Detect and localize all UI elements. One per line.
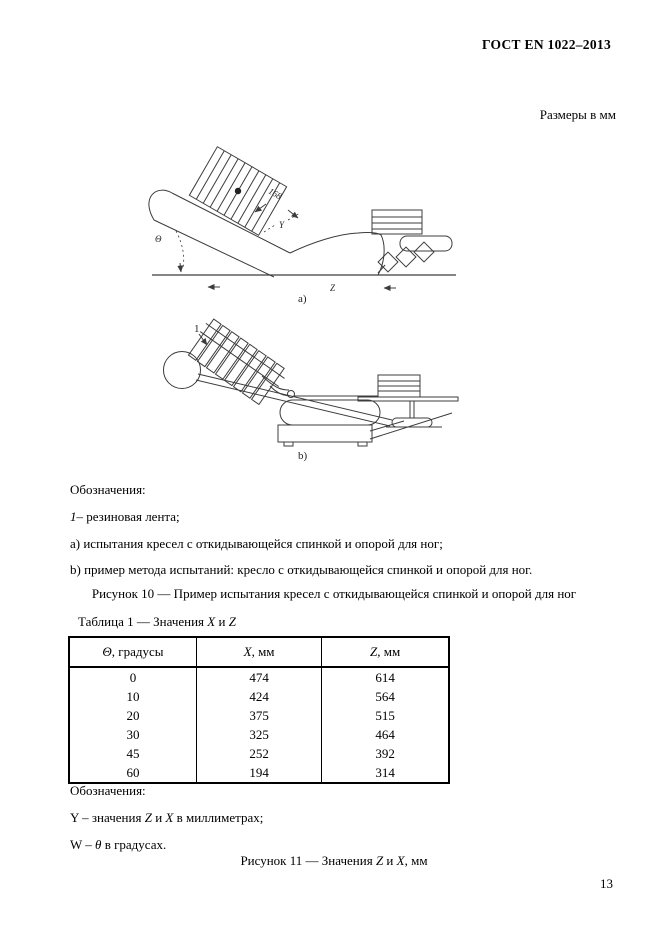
cell-z: 314 (322, 763, 449, 783)
scissor-linkage (378, 242, 434, 273)
cell-z: 614 (322, 667, 449, 687)
note-w: W – θ в градусах. (70, 837, 167, 852)
cell-x: 194 (196, 763, 321, 783)
figure-b-drawing (152, 316, 464, 466)
table-row (69, 687, 449, 706)
cell-z: 392 (322, 744, 449, 763)
base-box (278, 425, 372, 442)
cell-theta: 30 (69, 725, 196, 744)
cell-x: 424 (196, 687, 321, 706)
dim-168-label: 168 (266, 185, 284, 202)
seat-profile (290, 233, 384, 275)
subfigure-b-label: b) (298, 450, 308, 462)
cell-theta: 0 (69, 667, 196, 687)
figure10-legend-title: Обозначения: (70, 482, 146, 497)
table-row (69, 706, 449, 725)
theta-angle-label: Θ (155, 234, 162, 244)
dimensions-note: Размеры в мм (539, 107, 616, 122)
load-point-dot (234, 187, 243, 196)
cell-x: 325 (196, 725, 321, 744)
cell-x: 252 (196, 744, 321, 763)
figure10-legend-a: a) испытания кресел с откидывающейся спинкой и опорой для ног; (70, 536, 443, 551)
table-row (69, 667, 449, 687)
table1-title: Таблица 1 — Значения X и Z (78, 614, 236, 629)
cell-x: 474 (196, 667, 321, 687)
base-foot-right (358, 442, 367, 446)
y-leader-left (264, 225, 275, 232)
z-dim-label: Z (330, 283, 336, 293)
cell-theta: 10 (69, 687, 196, 706)
table1-notes-title: Обозначения: (70, 783, 146, 798)
document-title: ГОСТ EN 1022–2013 (481, 37, 611, 52)
table1 (68, 636, 450, 784)
figure10-legend-ref (70, 509, 180, 525)
theta-arrow (180, 263, 181, 272)
footrest-weights (378, 375, 420, 397)
backrest-top-edge (172, 193, 290, 253)
y-leader-right (288, 213, 300, 220)
cell-z: 464 (322, 725, 449, 744)
cell-z: 564 (322, 687, 449, 706)
weight-stack (372, 210, 422, 234)
table1-header-x: X, мм (196, 637, 321, 667)
figure-a-drawing (138, 146, 470, 308)
figure10-legend-b: b) пример метода испытаний: кресло с откидывающейся спинкой и опорой для ног. (70, 562, 533, 577)
table1-header-theta: Θ, градусы (69, 637, 196, 667)
chair-frame-hook (149, 190, 172, 220)
table1-header-row (69, 637, 449, 667)
brace-long (370, 413, 452, 439)
theta-arc (176, 231, 184, 268)
note-y: Y – значения Z и X в миллиметрах; (70, 810, 264, 825)
subfigure-a-label: a) (298, 293, 307, 305)
page-number: 13 (600, 876, 613, 891)
y-dim-label: Y (279, 220, 285, 230)
base-foot-left (284, 442, 293, 446)
rubber-band-slats (185, 317, 289, 408)
legend-ref-text: – резиновая лента; (76, 509, 180, 524)
rubber-band-ref-label: 1 (194, 323, 200, 335)
cell-theta: 60 (69, 763, 196, 783)
dim-168-arrow-1 (255, 204, 266, 212)
cell-x: 375 (196, 706, 321, 725)
legend-ref-number: 1 (70, 509, 77, 524)
table-row (69, 725, 449, 744)
headrest-circle (164, 352, 201, 389)
backrest-front-edge (154, 220, 274, 277)
cell-theta: 45 (69, 744, 196, 763)
cell-theta: 20 (69, 706, 196, 725)
back-strut-lower (196, 380, 390, 426)
figure11-caption: Рисунок 11 — Значения Z и X, мм (240, 853, 428, 868)
table-row (69, 763, 449, 783)
cell-z: 515 (322, 706, 449, 725)
figure10-caption: Рисунок 10 — Пример испытания кресел с откидывающейся спинкой и опорой для ног (91, 586, 577, 601)
table1-header-z: Z, мм (322, 637, 449, 667)
table-row (69, 744, 449, 763)
footrest-platform (358, 397, 458, 401)
